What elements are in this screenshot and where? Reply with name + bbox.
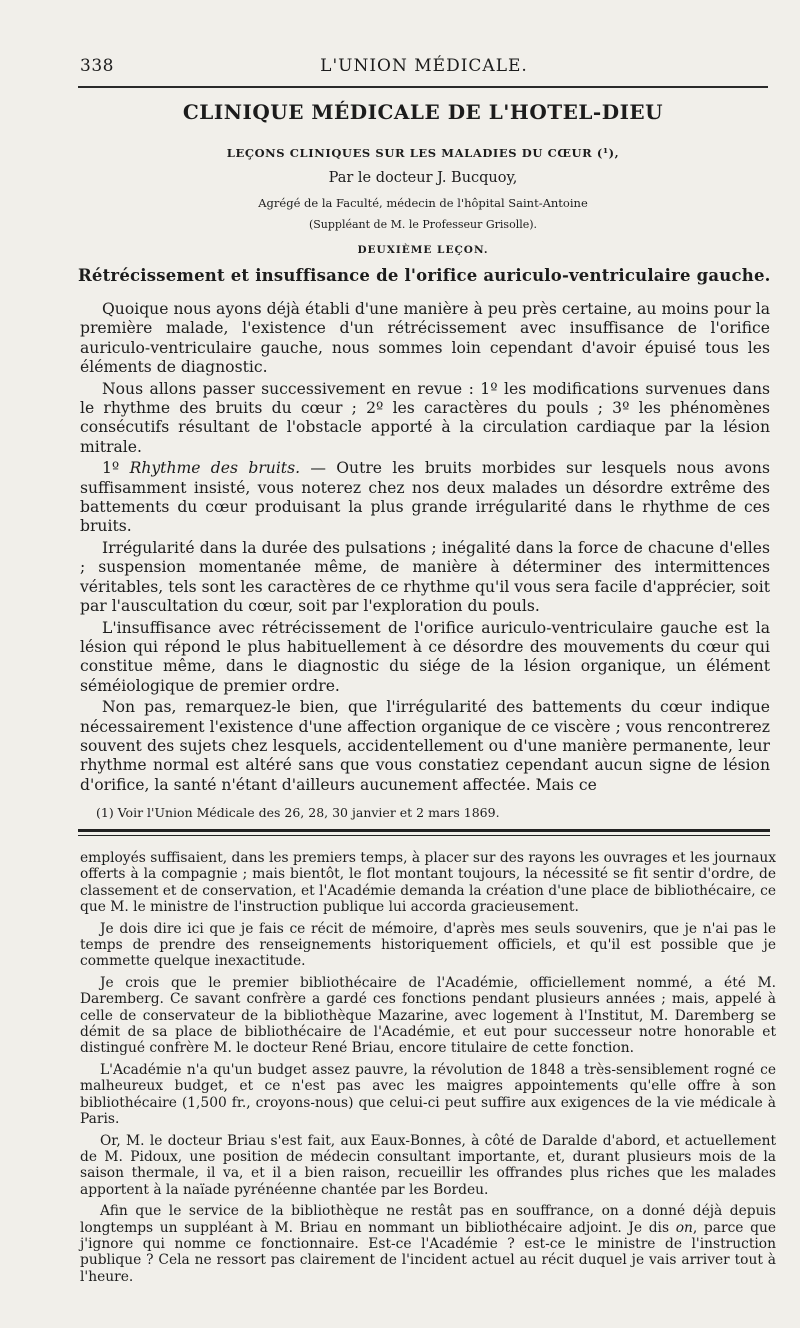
page-number: 338 [80, 56, 114, 76]
paragraph-text: — Outre les bruits morbides sur lesquels nous avons suffisamment insisté, vous noterez chez nos deux malades un désordre extrême des battements du cœur produisant la plus grande irrégularité dans le rhythme de ces bruits. [80, 459, 770, 536]
header-rule [78, 86, 768, 88]
feuilleton-paragraph: employés suffisaient, dans les premiers temps, à placer sur des rayons les ouvrages et les journaux offerts à la compagnie ; mais bientôt, le flot montant toujours, la nécessité se fit sentir d'ordre, de classement et de conservation, et l'Académie demanda la création d'une place de bibliothécaire, ce que M. le ministre de l'instruction publique lui accorda gracieusement. [80, 850, 776, 916]
body-paragraph: Non pas, remarquez-le bien, que l'irrégularité des battements du cœur indique nécessairement l'existence d'une affection organique de ce viscère ; vous rencontrerez souvent des sujets chez lesquels, accidentellement ou d'une manière permanente, leur rhythme normal est altéré sans que vous constatiez cependant aucun signe de lésion d'orifice, la santé n'étant d'ailleurs aucunement affectée. Mais ce [80, 698, 770, 794]
article-title: CLINIQUE MÉDICALE DE L'HOTEL-DIEU [182, 100, 664, 124]
author-substitute-note: (Suppléant de M. le Professeur Grisolle). [308, 218, 538, 231]
body-paragraph [80, 459, 770, 537]
author-affiliation: Agrégé de la Faculté, médecin de l'hôpital Saint-Antoine [258, 196, 588, 210]
feuilleton-paragraph: Je dois dire ici que je fais ce récit de mémoire, d'après mes seuls souvenirs, que je n'ai pas le temps de prendre des renseignements historiquement officiels, et qu'il est possible que je commette quelque inexactitude. [80, 920, 776, 970]
feuilleton-paragraph [80, 1203, 776, 1285]
paragraph-text: , parce que j'ignore qui nomme ce fonctionnaire. Est-ce l'Académie ? est-ce le ministre de l'instruction publique ? Cela ne ressort pas clairement de l'incident actuel au récit duquel je vais arriver tout à l'heure. [80, 1219, 776, 1285]
feuilleton-paragraph: Je crois que le premier bibliothécaire de l'Académie, officiellement nommé, a été M. Daremberg. Ce savant confrère a gardé ces fonctions pendant plusieurs années ; mais, appelé à celle de conservateur de la bibliothèque Mazarine, avec logement à l'Institut, M. Daremberg se démit de sa place de bibliothécaire de l'Académie, et eut pour successeur notre honorable et distingué confrère M. le docteur René Briau, encore titulaire de cette fonction. [80, 974, 776, 1057]
feuilleton-rule-thin [78, 835, 770, 836]
italic-subheading: Rhythme des bruits. [129, 459, 301, 478]
section-heading: Rétrécissement et insuffisance de l'orifice auriculo-ventriculaire gauche. [78, 266, 771, 285]
body-paragraph: Quoique nous ayons déjà établi d'une manière à peu près certaine, au moins pour la première malade, l'existence d'un rétrécissement avec insuffisance de l'orifice auriculo-ventriculaire gauche, nous sommes loin cependant d'avoir épuisé tous les éléments de diagnostic. [80, 300, 770, 377]
body-paragraph: Nous allons passer successivement en revue : 1º les modifications survenues dans le rhythme des bruits du cœur ; 2º les caractères du pouls ; 3º les phénomènes consécutifs résultant de l'obstacle apporté à la circulation cardiaque par la lésion mitrale. [80, 379, 770, 456]
footnote: (1) Voir l'Union Médicale des 26, 28, 30 janvier et 2 mars 1869. [96, 805, 500, 820]
journal-title: L'UNION MÉDICALE. [320, 56, 528, 76]
feuilleton-paragraph: Or, M. le docteur Briau s'est fait, aux Eaux-Bonnes, à côté de Daralde d'abord, et actuellement de M. Pidoux, une position de médecin consultant importante, et, durant plusieurs mois de la saison thermale, il va, et il a bien raison, recueillir les offrandes plus riches que les malades apportent à la naïade pyrénéenne chantée par les Bordeu. [80, 1132, 776, 1198]
running-head [80, 56, 768, 84]
article-subtitle: LEÇONS CLINIQUES SUR LES MALADIES DU CŒUR (¹), [226, 146, 620, 160]
body-paragraph: L'insuffisance avec rétrécissement de l'orifice auriculo-ventriculaire gauche est la lésion qui répond le plus habituellement à ce désordre des mouvements du cœur qui constitue même, dans le diagnostic du siége de la lésion organique, un élément séméiologique de premier ordre. [80, 618, 770, 695]
article-body [80, 300, 770, 797]
lesson-number: DEUXIÈME LEÇON. [357, 244, 489, 256]
italic-word: on [675, 1219, 693, 1236]
paragraph-text: Afin que le service de la bibliothèque ne restât pas en souffrance, on a donné déjà depuis longtemps un suppléant à M. Briau en nommant un bibliothécaire adjoint. Je dis [80, 1203, 776, 1236]
paragraph-number: 1º [102, 459, 130, 478]
article-author: Par le docteur J. Bucquoy, [328, 170, 518, 186]
body-paragraph: Irrégularité dans la durée des pulsations ; inégalité dans la force de chacune d'elles ; suspension momentanée même, de manière à déterminer des intermittences véritables, tels sont les caractères de ce rhythme qu'il vous sera facile d'apprécier, soit par l'auscultation du cœur, soit par l'exploration du pouls. [80, 538, 770, 616]
feuilleton-paragraph: L'Académie n'a qu'un budget assez pauvre, la révolution de 1848 a très-sensiblement rogné ce malheureux budget, et ce n'est pas avec les maigres appointements qu'elle offre à son bibliothécaire (1,500 fr., croyons-nous) que celui-ci peut suffire aux exigences de la vie médicale à Paris. [80, 1061, 776, 1128]
feuilleton-body [80, 850, 776, 1290]
feuilleton-rule-thick [78, 829, 770, 832]
